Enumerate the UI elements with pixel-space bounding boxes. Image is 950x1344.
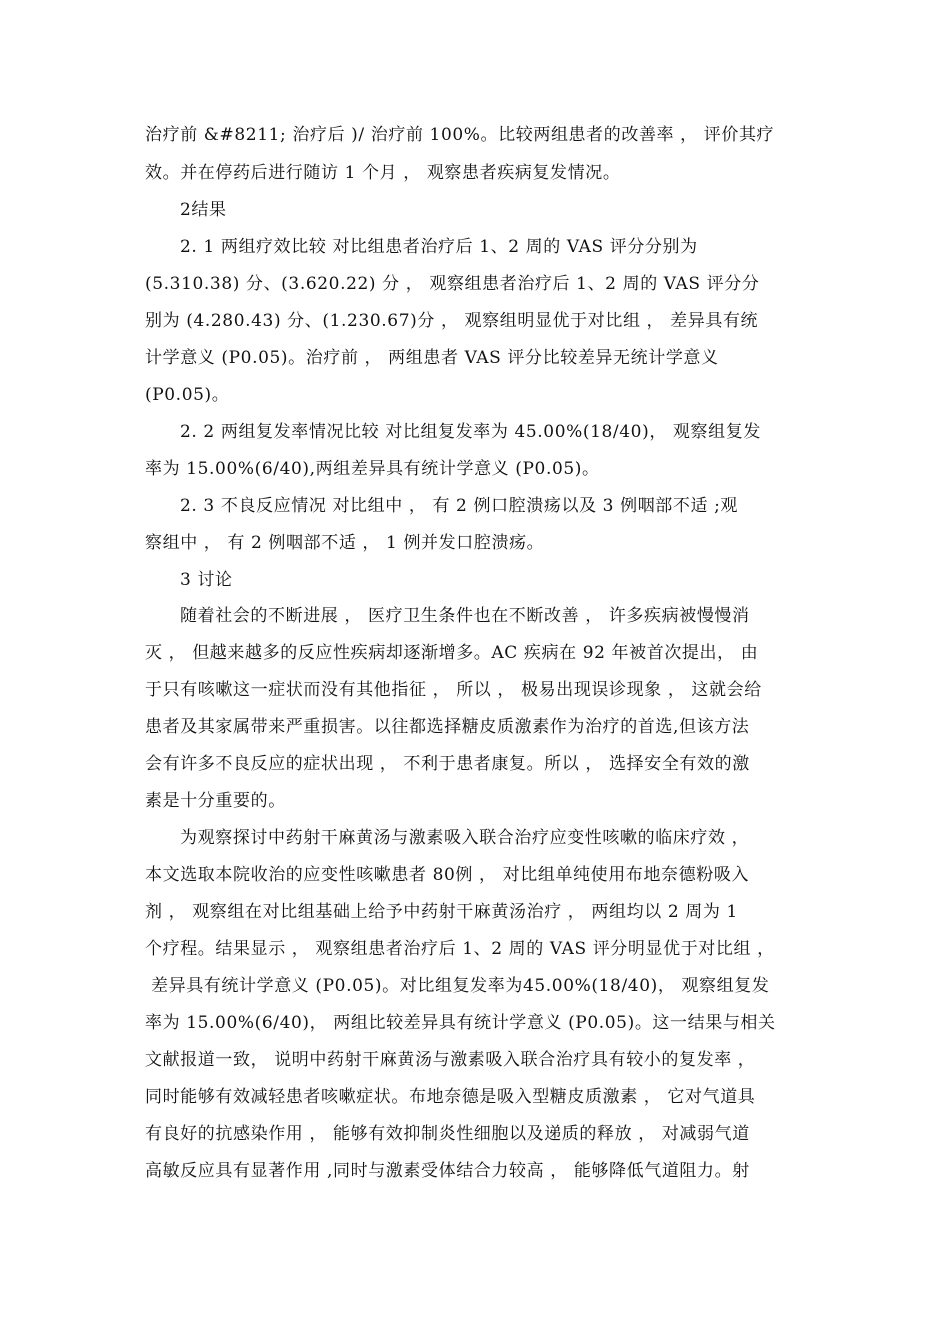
text-line: (5.310.38) 分、(3.620.22) 分 ， 观察组患者治疗后 1、2 周的 VAS 评分分 [145,274,760,294]
text-line: 计学意义 (P0.05)。治疗前 ， 两组患者 VAS 评分比较差异无统计学意义 [145,348,719,368]
text-line: 会有许多不良反应的症状出现 ， 不利于患者康复。所以 ， 选择安全有效的激 [145,754,750,774]
text-line: 文献报道一致， 说明中药射干麻黄汤与激素吸入联合治疗具有较小的复发率 ， [145,1050,756,1070]
text-line: 差异具有统计学意义 (P0.05)。对比组复发率为45.00%(18/40)， 观察组复发 [145,976,770,996]
text-line: 灭 ， 但越来越多的反应性疾病却逐渐增多。AC 疾病在 92 年被首次提出， 由 [145,643,759,663]
text-line: 2. 3 不良反应情况 对比组中 ， 有 2 例口腔溃疡以及 3 例咽部不适 ;观 [180,496,739,516]
text-line: 2. 2 两组复发率情况比较 对比组复发率为 45.00%(18/40)， 观察组复发 [180,422,761,442]
text-line: 剂 ， 观察组在对比组基础上给予中药射干麻黄汤治疗 ， 两组均以 2 周为 1 [145,902,738,922]
text-line: 素是十分重要的。 [145,791,286,811]
text-line: (P0.05)。 [145,385,230,405]
text-line: 治疗前 &#8211; 治疗后 )/ 治疗前 100%。比较两组患者的改善率 ， 评价其疗 [145,125,775,145]
text-line: 别为 (4.280.43) 分、(1.230.67)分 ， 观察组明显优于对比组 ， 差异具有统 [145,311,759,331]
text-line: 效。并在停药后进行随访 1 个月 ， 观察患者疾病复发情况。 [145,163,621,183]
section-heading-results: 2结果 [180,200,227,220]
text-line: 率为 15.00%(6/40)， 两组比较差异具有统计学意义 (P0.05)。这一结果与相关 [145,1013,776,1033]
text-line: 随着社会的不断进展 ， 医疗卫生条件也在不断改善 ， 许多疾病被慢慢消 [180,606,750,626]
text-line: 2. 1 两组疗效比较 对比组患者治疗后 1、2 周的 VAS 评分分别为 [180,237,698,257]
text-line: 本文选取本院收治的应变性咳嗽患者 80例 ， 对比组单纯使用布地奈德粉吸入 [145,865,750,885]
text-line: 有良好的抗感染作用 ， 能够有效抑制炎性细胞以及递质的释放 ， 对减弱气道 [145,1124,750,1144]
text-line: 同时能够有效减轻患者咳嗽症状。布地奈德是吸入型糖皮质激素 ， 它对气道具 [145,1087,756,1107]
section-heading-discussion: 3 讨论 [180,570,233,590]
text-line: 个疗程。结果显示 ， 观察组患者治疗后 1、2 周的 VAS 评分明显优于对比组 ， [145,939,775,959]
text-line: 高敏反应具有显著作用 ,同时与激素受体结合力较高 ， 能够降低气道阻力。射 [145,1161,750,1181]
text-line: 察组中 ， 有 2 例咽部不适 ， 1 例并发口腔溃疡。 [145,533,545,553]
text-line: 于只有咳嗽这一症状而没有其他指征 ， 所以 ， 极易出现误诊现象 ， 这就会给 [145,680,762,700]
text-line: 患者及其家属带来严重损害。以往都选择糖皮质激素作为治疗的首选,但该方法 [145,717,750,737]
text-line: 率为 15.00%(6/40),两组差异具有统计学意义 (P0.05)。 [145,459,600,479]
text-line: 为观察探讨中药射干麻黄汤与激素吸入联合治疗应变性咳嗽的临床疗效 ， [180,828,750,848]
